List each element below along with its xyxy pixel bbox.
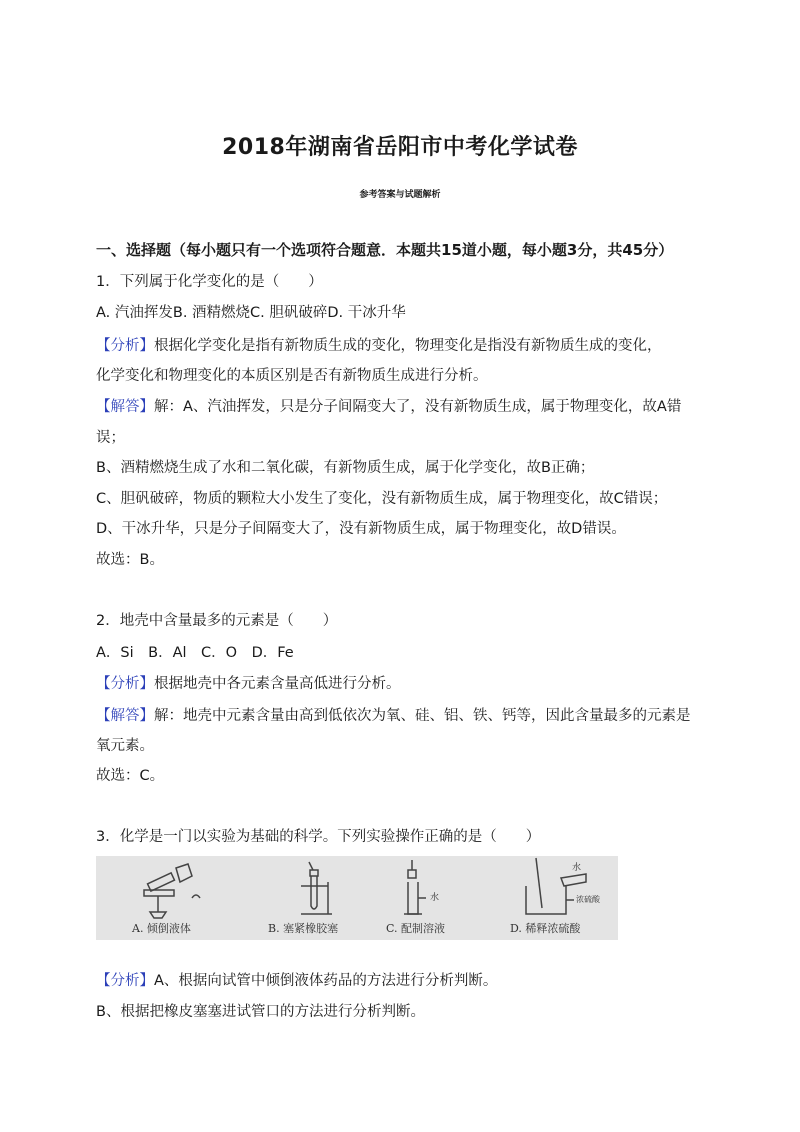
analysis-tag: 【分析】 <box>96 973 154 989</box>
q1-answer-d: D、干冰升华，只是分子间隔变大了，没有新物质生成，属于物理变化，故D错误。 <box>96 521 626 537</box>
q3-analysis-line2: B、根据把橡皮塞塞进试管口的方法进行分析判断。 <box>96 1004 425 1020</box>
stopper-drawing <box>301 862 332 914</box>
figure-label-water-d: 水 <box>572 863 582 873</box>
q2-answer-line1 <box>96 706 691 726</box>
figure-label-acid: 浓硫酸 <box>576 895 600 904</box>
pouring-liquid-drawing <box>144 864 200 918</box>
q1-stem: 1．下列属于化学变化的是（ ） <box>96 274 323 290</box>
q3-figure <box>96 856 618 940</box>
figure-caption-d: D. 稀释浓硫酸 <box>510 922 581 935</box>
page-subtitle: 参考答案与试题解析 <box>359 190 441 200</box>
q2-analysis <box>96 674 401 694</box>
figure-label-water-c: 水 <box>430 893 440 903</box>
q2-options: A．Si B．Al C．O D．Fe <box>96 645 294 661</box>
q2-choice: 故选：C。 <box>96 768 165 784</box>
section-heading: 一、选择题（每小题只有一个选项符合题意．本题共15道小题，每小题3分，共45分） <box>96 241 674 259</box>
q3-stem: 3．化学是一门以实验为基础的科学。下列实验操作正确的是（ ） <box>96 829 541 845</box>
measuring-cylinder-drawing <box>404 860 426 914</box>
q1-choice: 故选：B。 <box>96 552 164 568</box>
analysis-text: 根据地壳中各元素含量高低进行分析。 <box>154 676 401 692</box>
figure-caption-c: C. 配制溶液 <box>386 922 446 935</box>
page-title: 2018年湖南省岳阳市中考化学试卷 <box>222 135 578 160</box>
q1-answer-b: B、酒精燃烧生成了水和二氧化碳，有新物质生成，属于化学变化，故B正确； <box>96 460 595 476</box>
figure-caption-b: B. 塞紧橡胶塞 <box>268 922 339 935</box>
q1-answer-line1 <box>96 397 681 417</box>
answer-tag: 【解答】 <box>96 708 154 724</box>
analysis-tag: 【分析】 <box>96 338 154 354</box>
q2-stem: 2．地壳中含量最多的元素是（ ） <box>96 613 338 629</box>
q1-answer-c: C、胆矾破碎，物质的颗粒大小发生了变化，没有新物质生成，属于物理变化，故C错误； <box>96 491 668 507</box>
answer-text: 解：地壳中元素含量由高到低依次为氧、硅、铝、铁、钙等，因此含量最多的元素是 <box>154 708 691 724</box>
analysis-tag: 【分析】 <box>96 676 154 692</box>
q1-answer-line2: 误； <box>96 430 125 446</box>
analysis-text: A、根据向试管中倾倒液体药品的方法进行分析判断。 <box>154 973 498 989</box>
q1-analysis-line2: 化学变化和物理变化的本质区别是否有新物质生成进行分析。 <box>96 368 488 384</box>
q3-analysis-line1 <box>96 971 497 991</box>
q2-answer-line2: 氧元素。 <box>96 738 154 754</box>
q1-analysis-line1 <box>96 336 662 356</box>
answer-text: 解：A、汽油挥发，只是分子间隔变大了，没有新物质生成，属于物理变化，故A错 <box>154 399 682 415</box>
analysis-text: 根据化学变化是指有新物质生成的变化，物理变化是指没有新物质生成的变化， <box>154 338 662 354</box>
answer-tag: 【解答】 <box>96 399 154 415</box>
figure-caption-a: A. 倾倒液体 <box>132 922 191 935</box>
q1-options: A. 汽油挥发B. 酒精燃烧C. 胆矾破碎D. 干冰升华 <box>96 305 406 321</box>
